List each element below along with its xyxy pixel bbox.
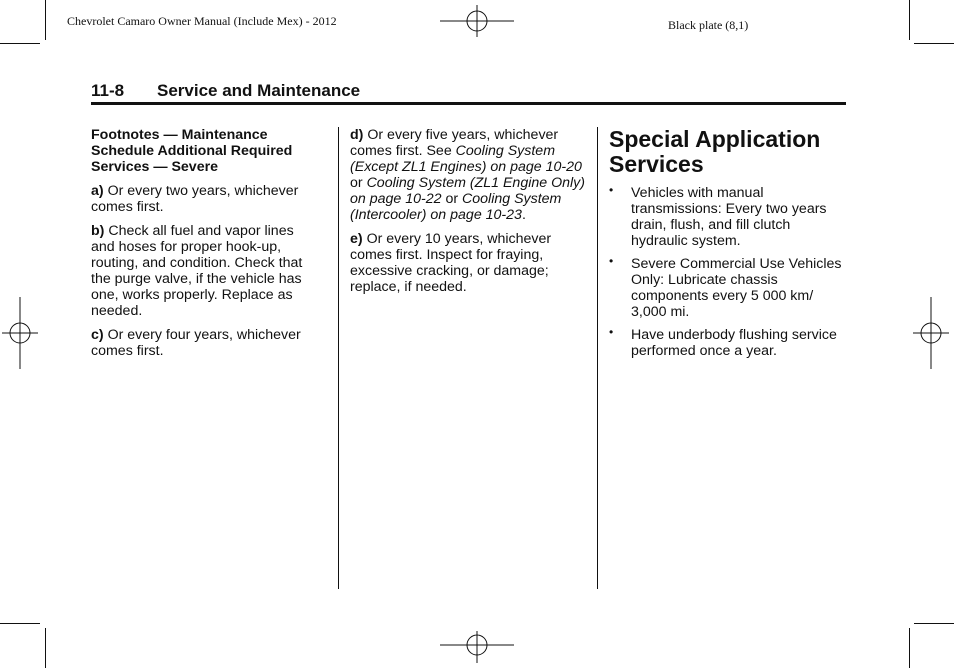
registration-mark-icon <box>440 5 514 37</box>
cross-reference-link[interactable]: Cooling System (Except ZL1 Engines) on page 10-20 <box>350 143 582 175</box>
list-item: • Severe Commercial Use Vehicles Only: Lubricate chassis components every 5 000 km/ 3,000 mi. <box>609 254 842 320</box>
footnote-d: d) Or every five years, whichever comes first. See Cooling System (Except ZL1 Engines) on page 10-20 or Cooling System (ZL1 Engine Only) on page 10-22 or Cooling System (Intercooler) on page 10-23. <box>350 127 585 223</box>
cross-reference-link[interactable]: Cooling System (Intercooler) on page 10-23 <box>350 191 562 223</box>
footnote-b: b) Check all fuel and vapor lines and hoses for proper hook-up, routing, and condition. Check that the purge valve, if the vehicle has one, works properly. Replace as needed. <box>91 223 303 319</box>
section-subtitle: Special Application Services <box>609 126 821 177</box>
registration-mark-icon <box>2 297 38 369</box>
footnote-a: a) Or every two years, whichever comes first. <box>91 183 299 215</box>
plate-label: Black plate (8,1) <box>668 18 749 32</box>
crop-mark <box>0 43 40 44</box>
crop-mark <box>45 0 46 40</box>
column-3 <box>609 127 849 366</box>
crop-mark <box>909 0 910 40</box>
services-list <box>609 185 849 359</box>
section-header <box>91 81 846 105</box>
column-1 <box>91 127 319 367</box>
bullet-icon: • <box>609 325 614 339</box>
bullet-icon: • <box>609 183 614 197</box>
footnote-e: e) Or every 10 years, whichever comes first. Inspect for fraying, excessive cracking, or damage; replace, if needed. <box>350 231 552 295</box>
list-item: • Have underbody flushing service performed once a year. <box>609 325 837 359</box>
crop-mark <box>0 623 40 624</box>
section-title: Service and Maintenance <box>157 81 361 100</box>
column-divider <box>338 127 339 589</box>
footnotes-heading: Footnotes — Maintenance Schedule Additional Required Services — Severe <box>91 127 293 175</box>
crop-mark <box>45 628 46 668</box>
cross-reference-link[interactable]: Cooling System (ZL1 Engine Only) on page 10-22 <box>350 175 585 207</box>
bullet-icon: • <box>609 254 614 268</box>
section-number: 11-8 <box>91 81 125 100</box>
footnote-c: c) Or every four years, whichever comes first. <box>91 327 301 359</box>
column-2 <box>350 127 586 303</box>
list-item: • Vehicles with manual transmissions: Every two years drain, flush, and fill clutch hydraulic system. <box>609 183 827 249</box>
column-divider <box>597 127 598 589</box>
crop-mark <box>914 623 954 624</box>
registration-mark-icon <box>440 631 514 663</box>
crop-mark <box>914 43 954 44</box>
crop-mark <box>909 628 910 668</box>
manual-title: Chevrolet Camaro Owner Manual (Include Mex) - 2012 <box>67 14 337 28</box>
registration-mark-icon <box>913 297 949 369</box>
